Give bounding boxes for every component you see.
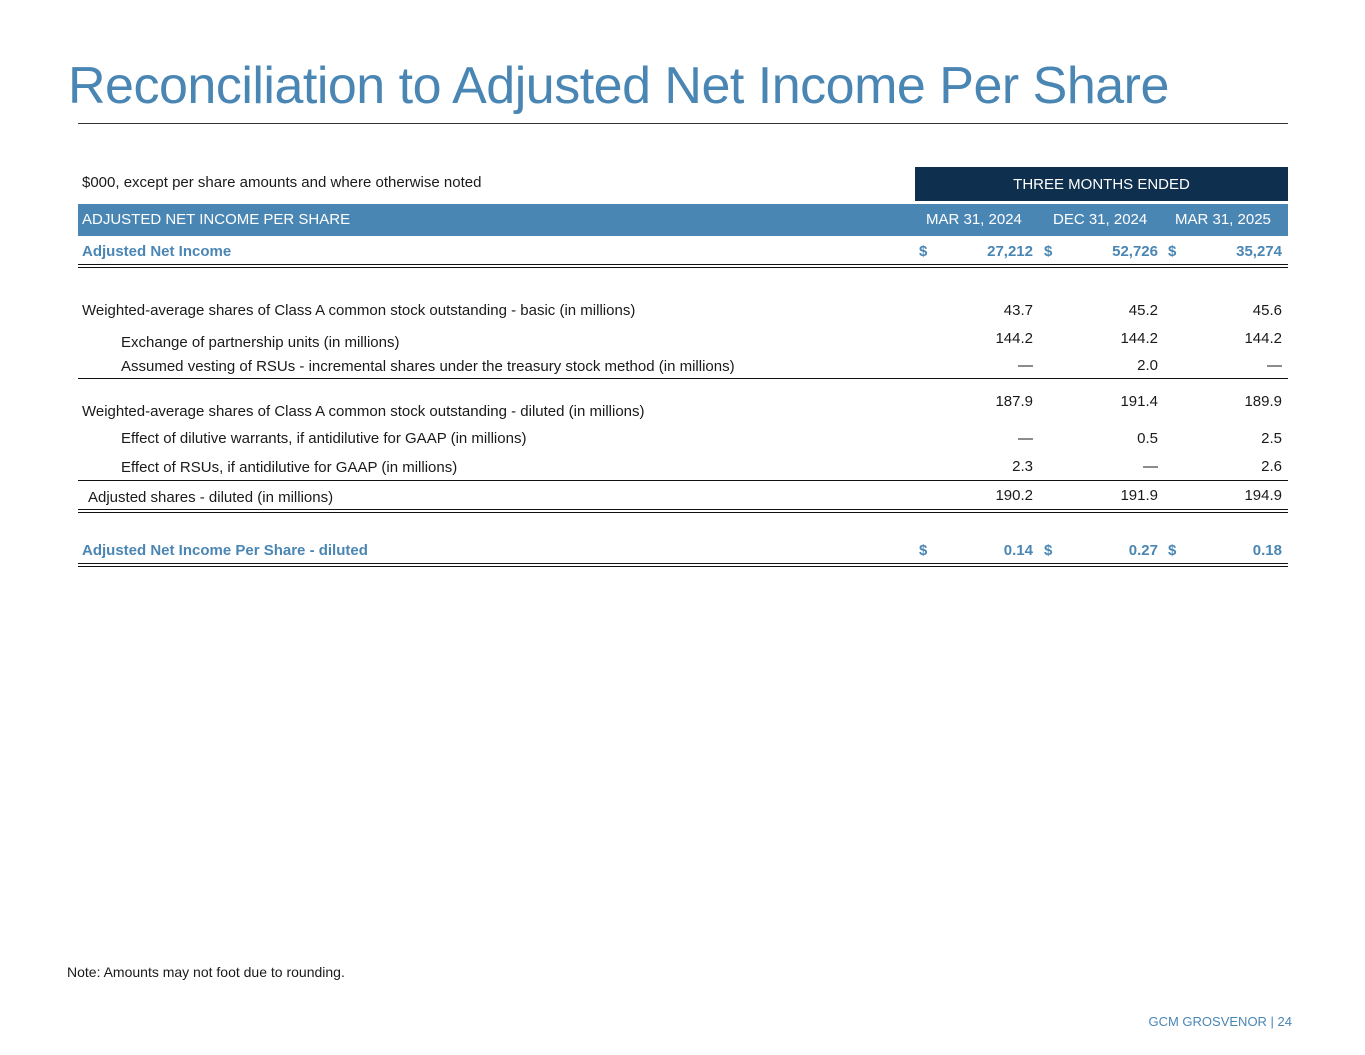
row-label-basic-shares: Weighted-average shares of Class A common stock outstanding - basic (in millions) — [82, 302, 636, 319]
row-divider — [78, 267, 1288, 268]
value-cell: 2.3 — [1012, 458, 1033, 475]
row-label-adjusted-net-income: Adjusted Net Income — [82, 243, 232, 260]
value-cell: 2.6 — [1261, 458, 1282, 475]
value-cell: 52,726 — [1112, 243, 1158, 260]
value-cell: 191.9 — [1120, 487, 1158, 504]
row-label-rsu-vesting: Assumed vesting of RSUs - incremental shares under the treasury stock method (in millions) — [121, 358, 735, 375]
row-label-per-share: Adjusted Net Income Per Share - diluted — [82, 542, 368, 559]
value-cell: 144.2 — [995, 330, 1033, 347]
value-cell: 45.2 — [1128, 302, 1158, 319]
units-note: $000, except per share amounts and where otherwise noted — [82, 174, 482, 191]
value-cell: 2.0 — [1137, 357, 1158, 374]
currency-symbol: $ — [1168, 542, 1177, 559]
value-cell: 191.4 — [1120, 393, 1158, 410]
value-cell: 2.5 — [1261, 430, 1282, 447]
page-footer: GCM GROSVENOR | 24 — [1148, 1014, 1292, 1029]
title-divider — [78, 123, 1288, 124]
value-cell: 190.2 — [995, 487, 1033, 504]
value-cell: — — [1018, 357, 1033, 374]
value-cell: 0.5 — [1137, 430, 1158, 447]
currency-symbol: $ — [1044, 243, 1053, 260]
currency-symbol: $ — [1044, 542, 1053, 559]
row-divider — [78, 509, 1288, 510]
column-header-bar — [78, 204, 1288, 236]
row-label-adjusted-shares: Adjusted shares - diluted (in millions) — [88, 489, 334, 506]
row-divider — [78, 563, 1288, 564]
row-divider — [78, 512, 1288, 513]
value-cell: 45.6 — [1252, 302, 1282, 319]
value-cell: 43.7 — [1003, 302, 1033, 319]
footnote: Note: Amounts may not foot due to rounding. — [67, 964, 345, 980]
value-cell: 187.9 — [995, 393, 1033, 410]
value-cell: 144.2 — [1244, 330, 1282, 347]
column-header-dec-2024: DEC 31, 2024 — [1053, 211, 1148, 228]
value-cell: 0.27 — [1128, 542, 1158, 559]
value-cell: 35,274 — [1236, 243, 1282, 260]
row-divider — [78, 480, 1288, 481]
row-label-diluted-shares: Weighted-average shares of Class A common stock outstanding - diluted (in millions) — [82, 403, 645, 420]
value-cell: 0.18 — [1252, 542, 1282, 559]
column-header-mar-2024: MAR 31, 2024 — [926, 211, 1022, 228]
value-cell: 144.2 — [1120, 330, 1158, 347]
currency-symbol: $ — [919, 542, 928, 559]
value-cell: — — [1267, 357, 1282, 374]
value-cell: 0.14 — [1003, 542, 1033, 559]
value-cell: — — [1143, 458, 1158, 475]
value-cell: 189.9 — [1244, 393, 1282, 410]
row-divider — [78, 566, 1288, 567]
value-cell: — — [1018, 430, 1033, 447]
currency-symbol: $ — [1168, 243, 1177, 260]
column-header-mar-2025: MAR 31, 2025 — [1175, 211, 1271, 228]
section-label: ADJUSTED NET INCOME PER SHARE — [82, 211, 351, 228]
currency-symbol: $ — [919, 243, 928, 260]
value-cell: 194.9 — [1244, 487, 1282, 504]
row-divider — [78, 264, 1288, 265]
period-group-header: THREE MONTHS ENDED — [915, 167, 1288, 201]
row-label-rsus: Effect of RSUs, if antidilutive for GAAP (in millions) — [121, 459, 458, 476]
value-cell: 27,212 — [987, 243, 1033, 260]
row-label-warrants: Effect of dilutive warrants, if antidilutive for GAAP (in millions) — [121, 430, 527, 447]
row-divider — [78, 378, 1288, 379]
page-title: Reconciliation to Adjusted Net Income Per Share — [68, 57, 1169, 115]
row-label-exchange-units: Exchange of partnership units (in millions) — [121, 334, 400, 351]
